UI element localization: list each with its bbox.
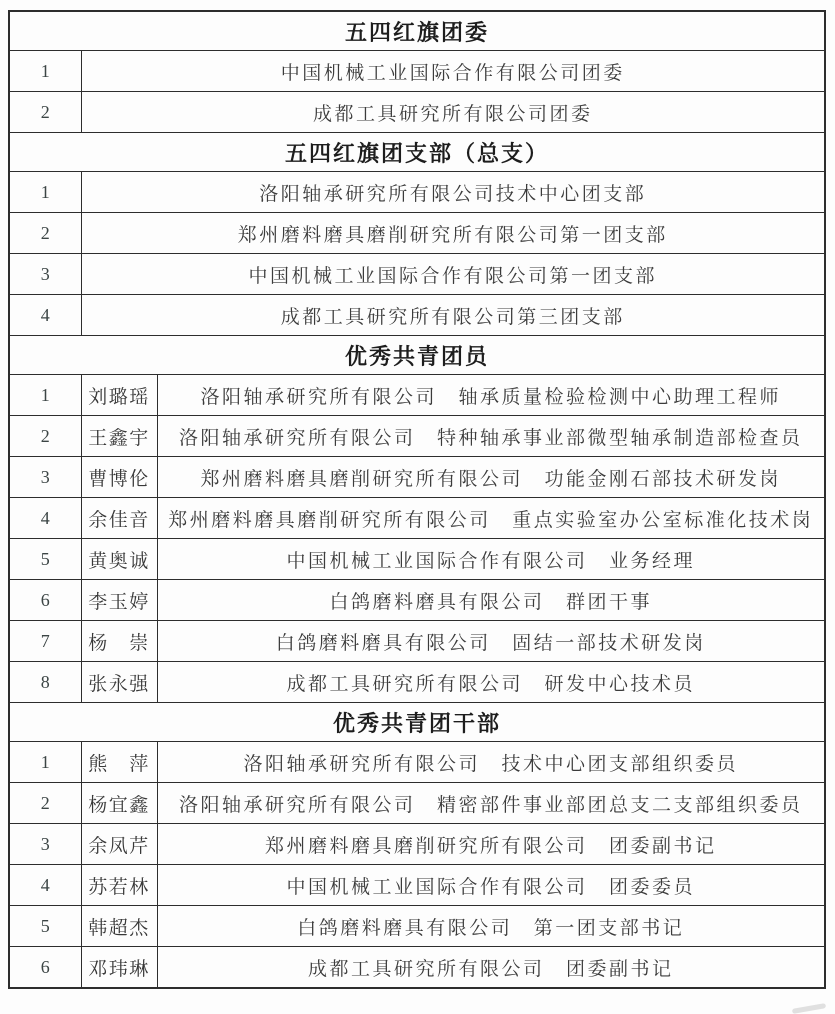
- row-number: 4: [9, 498, 81, 539]
- section-header-row: [9, 133, 825, 172]
- section-header-row: [9, 11, 825, 51]
- awardee-name: 邓玮琳: [81, 947, 157, 989]
- row-number: 4: [9, 295, 81, 336]
- section-header-row: [9, 703, 825, 742]
- table-row: [9, 906, 825, 947]
- table-row: [9, 498, 825, 539]
- table-row: [9, 213, 825, 254]
- row-number: 1: [9, 742, 81, 783]
- awardee-name: 黄奥诚: [81, 539, 157, 580]
- row-number: 3: [9, 254, 81, 295]
- awardee-name: 刘璐瑶: [81, 375, 157, 416]
- table-row: [9, 92, 825, 133]
- awardee-name: 苏若林: [81, 865, 157, 906]
- awardee-unit-title: 中国机械工业国际合作有限公司 团委委员: [157, 865, 825, 906]
- awarded-organization: 成都工具研究所有限公司第三团支部: [81, 295, 825, 336]
- row-number: 3: [9, 457, 81, 498]
- table-row: [9, 457, 825, 498]
- awardee-unit-title: 白鸽磨料磨具有限公司 第一团支部书记: [157, 906, 825, 947]
- row-number: 2: [9, 213, 81, 254]
- row-number: 6: [9, 947, 81, 989]
- row-number: 1: [9, 172, 81, 213]
- awardee-name: 杨宜鑫: [81, 783, 157, 824]
- section-title-red-flag-branch: 五四红旗团支部（总支）: [9, 133, 825, 172]
- table-row: [9, 947, 825, 989]
- table-row: [9, 865, 825, 906]
- section-title-red-flag-committee: 五四红旗团委: [9, 11, 825, 51]
- awarded-organization: 中国机械工业国际合作有限公司第一团支部: [81, 254, 825, 295]
- awardee-unit-title: 洛阳轴承研究所有限公司 技术中心团支部组织委员: [157, 742, 825, 783]
- awardee-name: 余凤芹: [81, 824, 157, 865]
- row-number: 1: [9, 375, 81, 416]
- awardee-name: 王鑫宇: [81, 416, 157, 457]
- row-number: 2: [9, 416, 81, 457]
- awardee-unit-title: 洛阳轴承研究所有限公司 轴承质量检验检测中心助理工程师: [157, 375, 825, 416]
- awardee-unit-title: 中国机械工业国际合作有限公司 业务经理: [157, 539, 825, 580]
- row-number: 2: [9, 783, 81, 824]
- awardee-unit-title: 洛阳轴承研究所有限公司 精密部件事业部团总支二支部组织委员: [157, 783, 825, 824]
- scan-artifact: [792, 1003, 826, 1014]
- awardee-name: 熊 萍: [81, 742, 157, 783]
- row-number: 7: [9, 621, 81, 662]
- awarded-organization: 成都工具研究所有限公司团委: [81, 92, 825, 133]
- row-number: 1: [9, 51, 81, 92]
- awardee-name: 杨 崇: [81, 621, 157, 662]
- table-row: [9, 295, 825, 336]
- table-row: [9, 254, 825, 295]
- awardee-unit-title: 白鸽磨料磨具有限公司 固结一部技术研发岗: [157, 621, 825, 662]
- awardee-name: 曹博伦: [81, 457, 157, 498]
- table-row: [9, 621, 825, 662]
- section-header-row: [9, 336, 825, 375]
- awards-table: [8, 10, 826, 989]
- awardee-unit-title: 洛阳轴承研究所有限公司 特种轴承事业部微型轴承制造部检查员: [157, 416, 825, 457]
- row-number: 5: [9, 906, 81, 947]
- table-row: [9, 51, 825, 92]
- row-number: 5: [9, 539, 81, 580]
- section-title-outstanding-members: 优秀共青团员: [9, 336, 825, 375]
- table-row: [9, 539, 825, 580]
- awarded-organization: 洛阳轴承研究所有限公司技术中心团支部: [81, 172, 825, 213]
- awardee-unit-title: 白鸽磨料磨具有限公司 群团干事: [157, 580, 825, 621]
- awardee-unit-title: 郑州磨料磨具磨削研究所有限公司 重点实验室办公室标准化技术岗: [157, 498, 825, 539]
- awardee-name: 李玉婷: [81, 580, 157, 621]
- table-row: [9, 783, 825, 824]
- row-number: 2: [9, 92, 81, 133]
- awardee-name: 张永强: [81, 662, 157, 703]
- awardee-unit-title: 成都工具研究所有限公司 研发中心技术员: [157, 662, 825, 703]
- awardee-unit-title: 成都工具研究所有限公司 团委副书记: [157, 947, 825, 989]
- table-row: [9, 375, 825, 416]
- awardee-name: 韩超杰: [81, 906, 157, 947]
- row-number: 6: [9, 580, 81, 621]
- table-row: [9, 662, 825, 703]
- awarded-organization: 郑州磨料磨具磨削研究所有限公司第一团支部: [81, 213, 825, 254]
- section-title-outstanding-cadres: 优秀共青团干部: [9, 703, 825, 742]
- awardee-unit-title: 郑州磨料磨具磨削研究所有限公司 功能金刚石部技术研发岗: [157, 457, 825, 498]
- row-number: 3: [9, 824, 81, 865]
- table-row: [9, 416, 825, 457]
- awardee-name: 余佳音: [81, 498, 157, 539]
- table-row: [9, 580, 825, 621]
- awarded-organization: 中国机械工业国际合作有限公司团委: [81, 51, 825, 92]
- row-number: 4: [9, 865, 81, 906]
- awardee-unit-title: 郑州磨料磨具磨削研究所有限公司 团委副书记: [157, 824, 825, 865]
- table-row: [9, 742, 825, 783]
- table-row: [9, 172, 825, 213]
- row-number: 8: [9, 662, 81, 703]
- table-row: [9, 824, 825, 865]
